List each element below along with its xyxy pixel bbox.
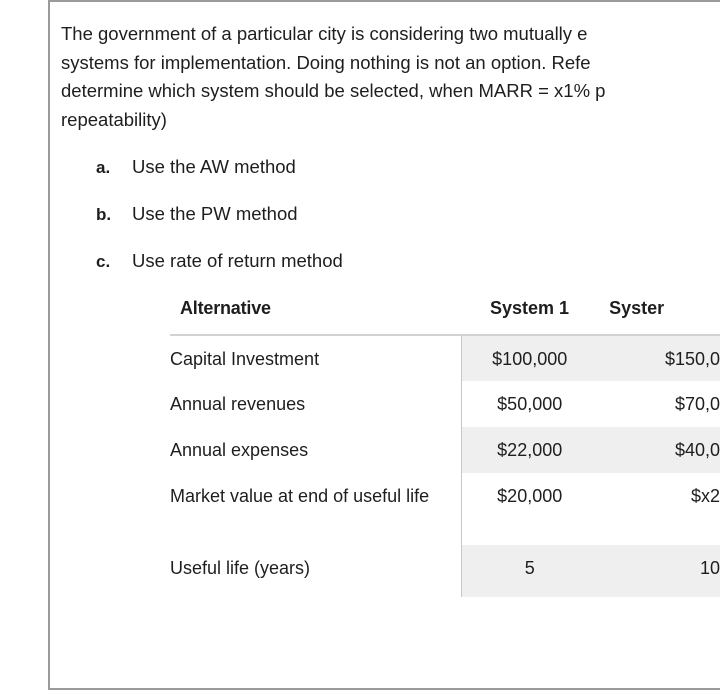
system-2-value: $70,0 <box>674 394 720 414</box>
problem-statement <box>61 20 720 134</box>
question-text: Use rate of return method <box>132 250 343 271</box>
question-b <box>96 201 298 227</box>
table-row <box>170 427 720 473</box>
row-label: Market value at end of useful life <box>170 486 430 506</box>
system-1-value: 5 <box>462 545 597 597</box>
question-a <box>96 154 296 180</box>
question-label: c. <box>96 252 111 271</box>
question-text: Use the AW method <box>132 156 296 177</box>
system-2-value: $x2 <box>690 486 720 506</box>
header-alternative: Alternative <box>180 298 271 318</box>
system-1-value: $100,000 <box>462 335 597 381</box>
table-row <box>170 473 720 545</box>
system-2-value: 10 <box>597 545 720 597</box>
row-label: Capital Investment <box>170 349 320 369</box>
problem-line: determine which system should be selected, when MARR = x1% p <box>61 80 606 101</box>
system-1-value: $50,000 <box>462 381 597 427</box>
row-label: Useful life (years) <box>170 558 311 578</box>
header-system-2: Syster <box>609 298 665 318</box>
problem-line: The government of a particular city is considering two mutually e <box>61 23 588 44</box>
table-row <box>170 335 720 381</box>
system-1-value: $20,000 <box>462 473 597 545</box>
system-2-value: $40,0 <box>597 427 720 473</box>
problem-line: repeatability) <box>61 108 167 130</box>
system-2-value: $150,0 <box>597 335 720 381</box>
question-c <box>96 248 343 274</box>
alternatives-table <box>170 290 720 597</box>
header-system-1: System 1 <box>489 298 569 318</box>
question-text: Use the PW method <box>132 203 298 224</box>
table-header-row <box>170 290 720 335</box>
row-label: Annual revenues <box>170 394 306 414</box>
question-label: b. <box>96 205 112 224</box>
row-label: Annual expenses <box>170 440 309 460</box>
table-row <box>170 545 720 597</box>
question-label: a. <box>96 158 111 177</box>
system-1-value: $22,000 <box>462 427 597 473</box>
table-row <box>170 381 720 427</box>
problem-line: systems for implementation. Doing nothing is not an option. Refe <box>61 51 591 73</box>
